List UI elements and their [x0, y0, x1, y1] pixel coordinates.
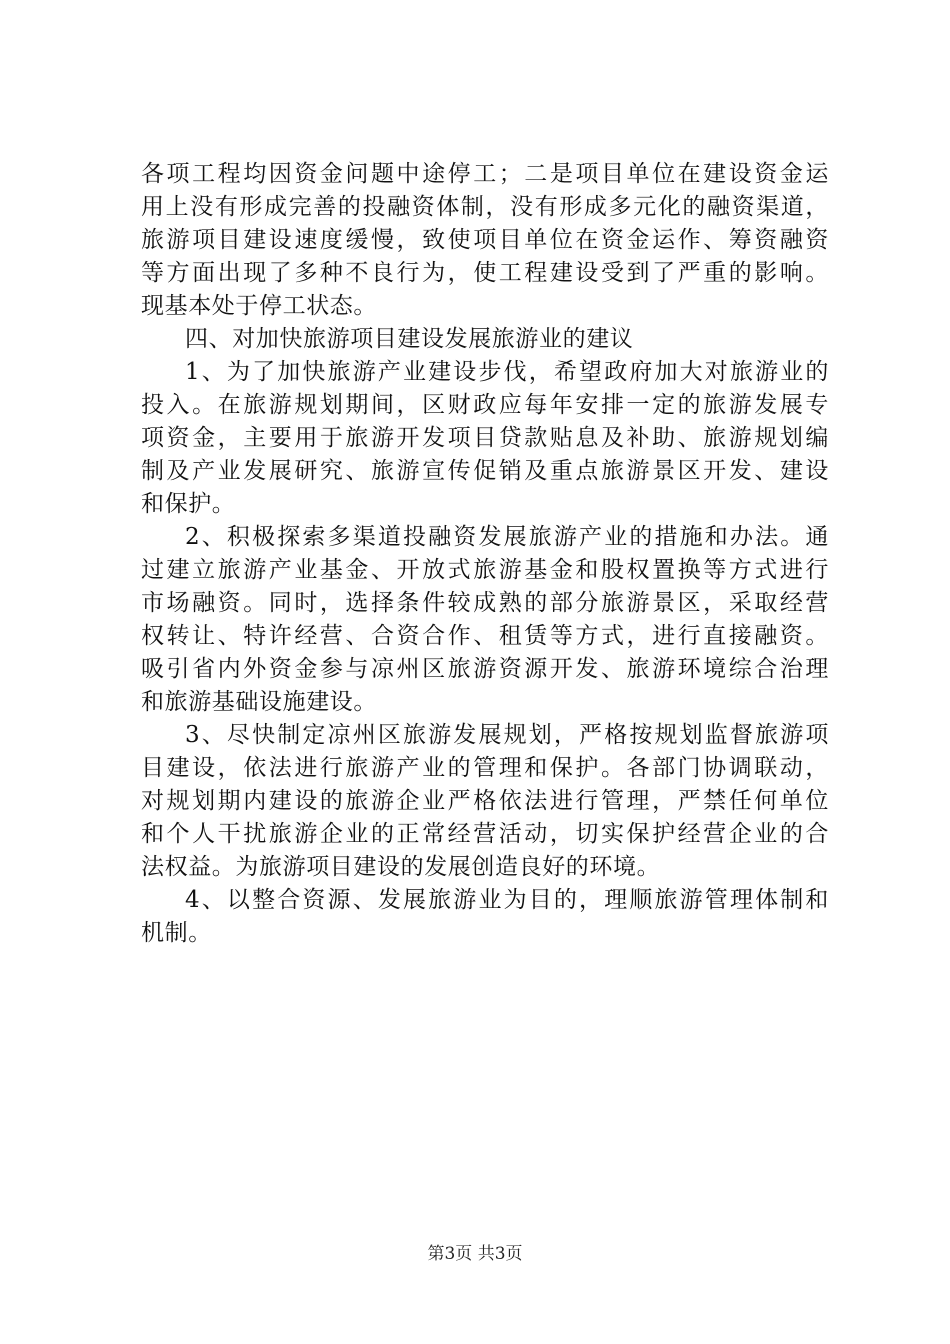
text-line: 旅游项目建设速度缓慢，致使项目单位在资金运作、筹资融资: [141, 227, 829, 253]
text-line: 过建立旅游产业基金、开放式旅游基金和股权置换等方式进行: [141, 557, 829, 583]
page-footer: [0, 1242, 950, 1266]
text-line: 法权益。为旅游项目建设的发展创造良好的环境。: [141, 854, 661, 880]
text-line: 市场融资。同时，选择条件较成熟的部分旅游景区，采取经营: [141, 590, 829, 616]
text-line: 4、以整合资源、发展旅游业为目的，理顺旅游管理体制和: [185, 887, 829, 913]
text-line: 3、尽快制定凉州区旅游发展规划，严格按规划监督旅游项: [185, 722, 829, 748]
text-line: 机制。: [141, 920, 212, 946]
document-body: [141, 158, 829, 950]
text-line: 和个人干扰旅游企业的正常经营活动，切实保护经营企业的合: [141, 821, 829, 847]
text-line: 和旅游基础设施建设。: [141, 689, 377, 715]
text-line: 1、为了加快旅游产业建设步伐，希望政府加大对旅游业的: [185, 359, 829, 385]
text-line: 吸引省内外资金参与凉州区旅游资源开发、旅游环境综合治理: [141, 656, 829, 682]
text-line: 各项工程均因资金问题中途停工；二是项目单位在建设资金运: [141, 161, 829, 187]
text-line: 项资金，主要用于旅游开发项目贷款贴息及补助、旅游规划编: [141, 425, 829, 451]
text-line: 权转让、特许经营、合资合作、租赁等方式，进行直接融资。: [141, 623, 829, 649]
section-heading: 四、对加快旅游项目建设发展旅游业的建议: [185, 326, 634, 352]
text-line: 对规划期内建设的旅游企业严格依法进行管理，严禁任何单位: [141, 788, 829, 814]
text-line: 目建设，依法进行旅游产业的管理和保护。各部门协调联动，: [141, 755, 829, 781]
text-line: 等方面出现了多种不良行为，使工程建设受到了严重的影响。: [141, 260, 829, 286]
text-line: 投入。在旅游规划期间，区财政应每年安排一定的旅游发展专: [141, 392, 829, 418]
text-line: 2、积极探索多渠道投融资发展旅游产业的措施和办法。通: [185, 524, 829, 550]
text-line: 现基本处于停工状态。: [141, 293, 377, 319]
page-number: 第3页 共3页: [427, 1244, 523, 1264]
text-line: 和保护。: [141, 491, 236, 517]
text-line: 用上没有形成完善的投融资体制，没有形成多元化的融资渠道，: [141, 194, 829, 220]
text-line: 制及产业发展研究、旅游宣传促销及重点旅游景区开发、建设: [141, 458, 829, 484]
